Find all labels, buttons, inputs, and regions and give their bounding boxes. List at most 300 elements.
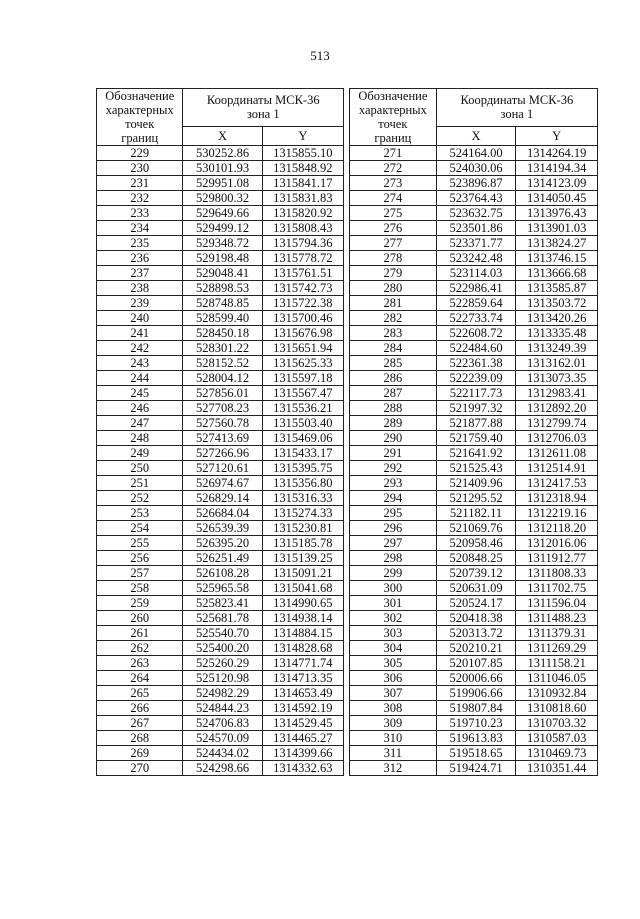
point-number-cell: 274 [350, 191, 437, 206]
point-number-cell: 271 [350, 146, 437, 161]
x-coordinate-cell: 523501.86 [436, 221, 516, 236]
y-coordinate-cell: 1313503.72 [516, 296, 598, 311]
point-number-cell: 256 [97, 551, 183, 566]
point-number-cell: 262 [97, 641, 183, 656]
table-row [350, 311, 598, 326]
table-row [350, 746, 598, 761]
point-number-cell: 272 [350, 161, 437, 176]
x-coordinate-cell: 526108.28 [183, 566, 262, 581]
point-number-cell: 248 [97, 431, 183, 446]
point-number-cell: 250 [97, 461, 183, 476]
coordinates-header [183, 89, 344, 127]
table-row [350, 536, 598, 551]
y-coordinate-cell: 1314990.65 [262, 596, 343, 611]
y-coordinate-cell: 1315700.46 [262, 311, 343, 326]
y-coordinate-cell: 1313420.26 [516, 311, 598, 326]
y-coordinate-cell: 1315230.81 [262, 521, 343, 536]
point-number-cell: 289 [350, 416, 437, 431]
x-coordinate-cell: 522608.72 [436, 326, 516, 341]
x-coordinate-cell: 519518.65 [436, 746, 516, 761]
x-coordinate-cell: 525681.78 [183, 611, 262, 626]
table-row [350, 146, 598, 161]
y-coordinate-cell: 1310469.73 [516, 746, 598, 761]
x-coordinate-cell: 519710.23 [436, 716, 516, 731]
x-coordinate-cell: 522361.38 [436, 356, 516, 371]
x-coordinate-cell: 520739.12 [436, 566, 516, 581]
x-coordinate-cell: 522117.73 [436, 386, 516, 401]
table-row [97, 551, 344, 566]
point-number-cell: 278 [350, 251, 437, 266]
point-number-cell: 275 [350, 206, 437, 221]
x-coordinate-cell: 528898.53 [183, 281, 262, 296]
y-coordinate-cell: 1315722.38 [262, 296, 343, 311]
point-number-cell: 301 [350, 596, 437, 611]
table-row [97, 746, 344, 761]
y-coordinate-cell: 1314465.27 [262, 731, 343, 746]
y-coordinate-cell: 1310351.44 [516, 761, 598, 776]
x-coordinate-cell: 525260.29 [183, 656, 262, 671]
table-row [97, 536, 344, 551]
x-coordinate-cell: 525400.20 [183, 641, 262, 656]
point-number-cell: 231 [97, 176, 183, 191]
x-coordinate-cell: 522239.09 [436, 371, 516, 386]
table-row [350, 326, 598, 341]
y-coordinate-cell: 1315395.75 [262, 461, 343, 476]
x-coordinate-cell: 529649.66 [183, 206, 262, 221]
y-coordinate-cell: 1314653.49 [262, 686, 343, 701]
x-coordinate-cell: 524030.06 [436, 161, 516, 176]
x-coordinate-cell: 527413.69 [183, 431, 262, 446]
x-coordinate-cell: 528004.12 [183, 371, 262, 386]
table-row [350, 356, 598, 371]
point-number-cell: 230 [97, 161, 183, 176]
point-number-cell: 295 [350, 506, 437, 521]
table-row [97, 386, 344, 401]
x-coordinate-cell: 520958.46 [436, 536, 516, 551]
x-coordinate-cell: 525120.98 [183, 671, 262, 686]
table-row [350, 716, 598, 731]
x-coordinate-cell: 520210.21 [436, 641, 516, 656]
coordinates-header-line: зона 1 [246, 107, 280, 122]
y-coordinate-cell: 1314529.45 [262, 716, 343, 731]
y-coordinate-cell: 1314771.74 [262, 656, 343, 671]
x-header: X [436, 126, 516, 145]
table-row [97, 221, 344, 236]
point-number-cell: 290 [350, 431, 437, 446]
table-row [350, 176, 598, 191]
point-number-cell: 293 [350, 476, 437, 491]
x-header: X [183, 126, 262, 145]
x-coordinate-cell: 526539.39 [183, 521, 262, 536]
x-coordinate-cell: 520631.09 [436, 581, 516, 596]
y-coordinate-cell: 1315855.10 [262, 146, 343, 161]
x-coordinate-cell: 530101.93 [183, 161, 262, 176]
y-coordinate-cell: 1315433.17 [262, 446, 343, 461]
y-coordinate-cell: 1313901.03 [516, 221, 598, 236]
table-row [97, 581, 344, 596]
designation-header [97, 89, 183, 146]
table-row [350, 266, 598, 281]
table-row [350, 566, 598, 581]
table-row [97, 281, 344, 296]
point-number-cell: 280 [350, 281, 437, 296]
table-row [97, 716, 344, 731]
y-coordinate-cell: 1313824.27 [516, 236, 598, 251]
point-number-cell: 244 [97, 371, 183, 386]
point-number-cell: 311 [350, 746, 437, 761]
table-row [97, 341, 344, 356]
x-coordinate-cell: 525965.58 [183, 581, 262, 596]
y-coordinate-cell: 1311488.23 [516, 611, 598, 626]
table-row [97, 461, 344, 476]
x-coordinate-cell: 521182.11 [436, 506, 516, 521]
x-coordinate-cell: 528748.85 [183, 296, 262, 311]
point-number-cell: 306 [350, 671, 437, 686]
y-coordinate-cell: 1314884.15 [262, 626, 343, 641]
x-coordinate-cell: 524982.29 [183, 686, 262, 701]
y-coordinate-cell: 1312706.03 [516, 431, 598, 446]
table-row [97, 176, 344, 191]
y-coordinate-cell: 1315676.98 [262, 326, 343, 341]
y-coordinate-cell: 1310703.32 [516, 716, 598, 731]
x-coordinate-cell: 520524.17 [436, 596, 516, 611]
table-row [350, 506, 598, 521]
left-table-body [97, 146, 344, 776]
y-coordinate-cell: 1314332.63 [262, 761, 343, 776]
table-row [97, 206, 344, 221]
table-row [350, 596, 598, 611]
x-coordinate-cell: 520006.66 [436, 671, 516, 686]
point-number-cell: 304 [350, 641, 437, 656]
x-coordinate-cell: 522986.41 [436, 281, 516, 296]
point-number-cell: 237 [97, 266, 183, 281]
y-coordinate-cell: 1314399.66 [262, 746, 343, 761]
x-coordinate-cell: 526684.04 [183, 506, 262, 521]
x-coordinate-cell: 520313.72 [436, 626, 516, 641]
point-number-cell: 235 [97, 236, 183, 251]
table-row [97, 191, 344, 206]
y-coordinate-cell: 1313976.43 [516, 206, 598, 221]
point-number-cell: 252 [97, 491, 183, 506]
y-coordinate-cell: 1314592.19 [262, 701, 343, 716]
x-coordinate-cell: 524434.02 [183, 746, 262, 761]
right-table-body [350, 146, 598, 776]
y-coordinate-cell: 1312799.74 [516, 416, 598, 431]
coordinates-table-right [349, 88, 598, 776]
point-number-cell: 302 [350, 611, 437, 626]
point-number-cell: 265 [97, 686, 183, 701]
y-coordinate-cell: 1315808.43 [262, 221, 343, 236]
table-row [97, 311, 344, 326]
y-coordinate-cell: 1315778.72 [262, 251, 343, 266]
point-number-cell: 236 [97, 251, 183, 266]
x-coordinate-cell: 520107.85 [436, 656, 516, 671]
coordinates-table-left [96, 88, 344, 776]
point-number-cell: 243 [97, 356, 183, 371]
y-coordinate-cell: 1310818.60 [516, 701, 598, 716]
designation-header-line: точек [378, 117, 408, 131]
y-coordinate-cell: 1312016.06 [516, 536, 598, 551]
designation-header-line: характерных [105, 103, 174, 117]
point-number-cell: 277 [350, 236, 437, 251]
y-coordinate-cell: 1311596.04 [516, 596, 598, 611]
y-coordinate-cell: 1311269.29 [516, 641, 598, 656]
table-row [350, 671, 598, 686]
y-header: Y [262, 126, 343, 145]
table-row [97, 491, 344, 506]
point-number-cell: 286 [350, 371, 437, 386]
x-coordinate-cell: 528152.52 [183, 356, 262, 371]
table-row [97, 596, 344, 611]
point-number-cell: 276 [350, 221, 437, 236]
table-row [97, 371, 344, 386]
x-coordinate-cell: 524844.23 [183, 701, 262, 716]
point-number-cell: 246 [97, 401, 183, 416]
point-number-cell: 261 [97, 626, 183, 641]
x-coordinate-cell: 527266.96 [183, 446, 262, 461]
x-coordinate-cell: 527560.78 [183, 416, 262, 431]
designation-header-line: Обозначение [105, 89, 175, 103]
x-coordinate-cell: 521641.92 [436, 446, 516, 461]
table-row [350, 761, 598, 776]
coordinates-header-line: зона 1 [500, 107, 534, 122]
y-coordinate-cell: 1313162.01 [516, 356, 598, 371]
point-number-cell: 267 [97, 716, 183, 731]
x-coordinate-cell: 523114.03 [436, 266, 516, 281]
table-row [97, 701, 344, 716]
point-number-cell: 249 [97, 446, 183, 461]
point-number-cell: 253 [97, 506, 183, 521]
y-coordinate-cell: 1315139.25 [262, 551, 343, 566]
point-number-cell: 258 [97, 581, 183, 596]
point-number-cell: 234 [97, 221, 183, 236]
x-coordinate-cell: 529951.08 [183, 176, 262, 191]
table-row [350, 521, 598, 536]
table-row [97, 626, 344, 641]
point-number-cell: 308 [350, 701, 437, 716]
point-number-cell: 300 [350, 581, 437, 596]
x-coordinate-cell: 524706.83 [183, 716, 262, 731]
table-row [350, 461, 598, 476]
point-number-cell: 257 [97, 566, 183, 581]
point-number-cell: 266 [97, 701, 183, 716]
y-coordinate-cell: 1315536.21 [262, 401, 343, 416]
x-coordinate-cell: 519424.71 [436, 761, 516, 776]
point-number-cell: 303 [350, 626, 437, 641]
x-coordinate-cell: 522733.74 [436, 311, 516, 326]
table-row [97, 656, 344, 671]
point-number-cell: 279 [350, 266, 437, 281]
designation-header-line: границ [374, 131, 412, 145]
y-coordinate-cell: 1315651.94 [262, 341, 343, 356]
table-row [97, 521, 344, 536]
point-number-cell: 283 [350, 326, 437, 341]
point-number-cell: 309 [350, 716, 437, 731]
y-coordinate-cell: 1314713.35 [262, 671, 343, 686]
x-coordinate-cell: 524164.00 [436, 146, 516, 161]
y-coordinate-cell: 1311046.05 [516, 671, 598, 686]
point-number-cell: 242 [97, 341, 183, 356]
y-coordinate-cell: 1314264.19 [516, 146, 598, 161]
table-row [97, 446, 344, 461]
x-coordinate-cell: 519807.84 [436, 701, 516, 716]
point-number-cell: 263 [97, 656, 183, 671]
x-coordinate-cell: 519906.66 [436, 686, 516, 701]
table-row [350, 281, 598, 296]
y-coordinate-cell: 1312219.16 [516, 506, 598, 521]
point-number-cell: 282 [350, 311, 437, 326]
point-number-cell: 310 [350, 731, 437, 746]
table-row [350, 686, 598, 701]
y-coordinate-cell: 1315761.51 [262, 266, 343, 281]
y-coordinate-cell: 1315091.21 [262, 566, 343, 581]
y-coordinate-cell: 1312611.08 [516, 446, 598, 461]
x-coordinate-cell: 526395.20 [183, 536, 262, 551]
y-coordinate-cell: 1314194.34 [516, 161, 598, 176]
y-coordinate-cell: 1311912.77 [516, 551, 598, 566]
x-coordinate-cell: 521295.52 [436, 491, 516, 506]
table-row [350, 191, 598, 206]
point-number-cell: 281 [350, 296, 437, 311]
x-coordinate-cell: 528599.40 [183, 311, 262, 326]
x-coordinate-cell: 520418.38 [436, 611, 516, 626]
table-row [97, 761, 344, 776]
x-coordinate-cell: 529348.72 [183, 236, 262, 251]
x-coordinate-cell: 521997.32 [436, 401, 516, 416]
table-row [350, 371, 598, 386]
designation-header [350, 89, 437, 146]
y-coordinate-cell: 1315597.18 [262, 371, 343, 386]
x-coordinate-cell: 529800.32 [183, 191, 262, 206]
x-coordinate-cell: 530252.86 [183, 146, 262, 161]
point-number-cell: 251 [97, 476, 183, 491]
point-number-cell: 287 [350, 386, 437, 401]
table-row [350, 296, 598, 311]
coordinates-header [436, 89, 597, 127]
x-coordinate-cell: 524298.66 [183, 761, 262, 776]
table-row [350, 206, 598, 221]
point-number-cell: 305 [350, 656, 437, 671]
table-row [350, 386, 598, 401]
table-row [97, 266, 344, 281]
table-row [350, 551, 598, 566]
x-coordinate-cell: 525823.41 [183, 596, 262, 611]
x-coordinate-cell: 521069.76 [436, 521, 516, 536]
x-coordinate-cell: 520848.25 [436, 551, 516, 566]
point-number-cell: 232 [97, 191, 183, 206]
point-number-cell: 260 [97, 611, 183, 626]
x-coordinate-cell: 523371.77 [436, 236, 516, 251]
point-number-cell: 307 [350, 686, 437, 701]
y-coordinate-cell: 1315567.47 [262, 386, 343, 401]
y-coordinate-cell: 1310587.03 [516, 731, 598, 746]
y-coordinate-cell: 1315625.33 [262, 356, 343, 371]
y-coordinate-cell: 1313666.68 [516, 266, 598, 281]
x-coordinate-cell: 528450.18 [183, 326, 262, 341]
y-coordinate-cell: 1315469.06 [262, 431, 343, 446]
point-number-cell: 297 [350, 536, 437, 551]
x-coordinate-cell: 523896.87 [436, 176, 516, 191]
x-coordinate-cell: 524570.09 [183, 731, 262, 746]
point-number-cell: 255 [97, 536, 183, 551]
x-coordinate-cell: 523764.43 [436, 191, 516, 206]
table-row [97, 431, 344, 446]
point-number-cell: 233 [97, 206, 183, 221]
y-coordinate-cell: 1312417.53 [516, 476, 598, 491]
y-coordinate-cell: 1314050.45 [516, 191, 598, 206]
y-coordinate-cell: 1313073.35 [516, 371, 598, 386]
point-number-cell: 269 [97, 746, 183, 761]
designation-header-line: Обозначение [358, 89, 428, 103]
y-coordinate-cell: 1314123.09 [516, 176, 598, 191]
table-row [350, 656, 598, 671]
point-number-cell: 245 [97, 386, 183, 401]
table-row [350, 416, 598, 431]
table-row [97, 251, 344, 266]
point-number-cell: 291 [350, 446, 437, 461]
table-row [97, 236, 344, 251]
y-coordinate-cell: 1315794.36 [262, 236, 343, 251]
y-coordinate-cell: 1310932.84 [516, 686, 598, 701]
table-row [350, 236, 598, 251]
point-number-cell: 241 [97, 326, 183, 341]
table-row [97, 671, 344, 686]
table-row [350, 581, 598, 596]
designation-header-line: границ [121, 131, 159, 145]
point-number-cell: 298 [350, 551, 437, 566]
x-coordinate-cell: 528301.22 [183, 341, 262, 356]
x-coordinate-cell: 523242.48 [436, 251, 516, 266]
table-row [97, 326, 344, 341]
point-number-cell: 238 [97, 281, 183, 296]
x-coordinate-cell: 527708.23 [183, 401, 262, 416]
y-coordinate-cell: 1311379.31 [516, 626, 598, 641]
y-coordinate-cell: 1314938.14 [262, 611, 343, 626]
x-coordinate-cell: 526974.67 [183, 476, 262, 491]
x-coordinate-cell: 529048.41 [183, 266, 262, 281]
y-coordinate-cell: 1313746.15 [516, 251, 598, 266]
x-coordinate-cell: 521409.96 [436, 476, 516, 491]
point-number-cell: 296 [350, 521, 437, 536]
x-coordinate-cell: 522484.60 [436, 341, 516, 356]
x-coordinate-cell: 529198.48 [183, 251, 262, 266]
designation-header-line: характерных [358, 103, 427, 117]
x-coordinate-cell: 523632.75 [436, 206, 516, 221]
table-row [97, 401, 344, 416]
y-coordinate-cell: 1315041.68 [262, 581, 343, 596]
table-row [350, 491, 598, 506]
table-row [350, 476, 598, 491]
y-coordinate-cell: 1315356.80 [262, 476, 343, 491]
x-coordinate-cell: 522859.64 [436, 296, 516, 311]
y-coordinate-cell: 1313249.39 [516, 341, 598, 356]
point-number-cell: 299 [350, 566, 437, 581]
table-row [350, 221, 598, 236]
point-number-cell: 247 [97, 416, 183, 431]
table-row [350, 641, 598, 656]
y-coordinate-cell: 1312983.41 [516, 386, 598, 401]
y-coordinate-cell: 1313335.48 [516, 326, 598, 341]
y-coordinate-cell: 1312318.94 [516, 491, 598, 506]
designation-header-line: точек [125, 117, 155, 131]
table-row [350, 341, 598, 356]
table-row [350, 251, 598, 266]
y-coordinate-cell: 1312118.20 [516, 521, 598, 536]
y-coordinate-cell: 1311702.75 [516, 581, 598, 596]
table-row [350, 626, 598, 641]
table-row [97, 356, 344, 371]
table-row [350, 701, 598, 716]
